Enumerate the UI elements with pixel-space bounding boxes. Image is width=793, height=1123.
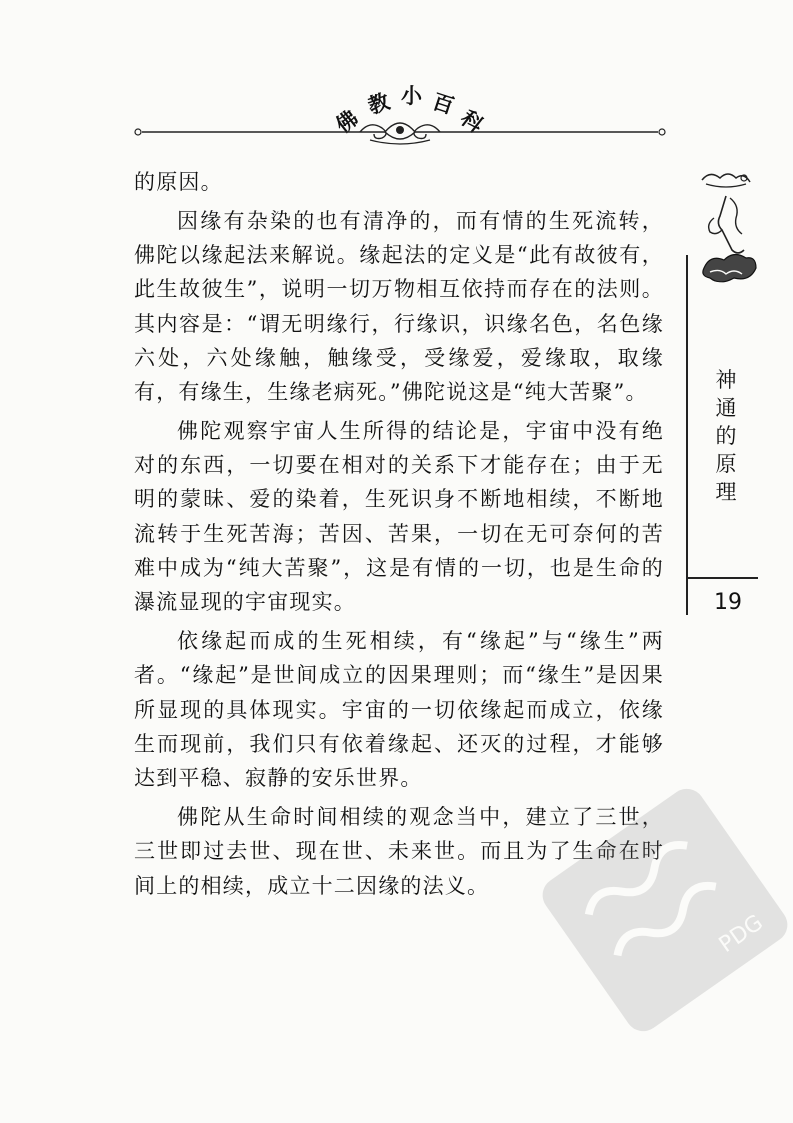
sidebar-vertical-rule bbox=[686, 255, 688, 615]
series-title-char: 佛 bbox=[331, 105, 363, 138]
chapter-title bbox=[710, 366, 742, 506]
paragraph: 依缘起而成的生死相续，有“缘起”与“缘生”两者。“缘起”是世间成立的因果理则；而“缘生”是因果所显现的具体现实。宇宙的一切依缘起而成立，依缘生而现前，我们只有依着缘起、还灭的过程，才能够达到平稳、寂静的安乐世界。 bbox=[134, 629, 664, 791]
chapter-title-char: 通 bbox=[715, 396, 737, 420]
header-ornament-rule bbox=[130, 118, 670, 148]
series-title-char: 科 bbox=[456, 105, 488, 138]
series-title-char: 小 bbox=[401, 84, 422, 108]
series-title-char: 百 bbox=[429, 89, 457, 119]
series-title-char: 教 bbox=[365, 89, 393, 119]
paragraph: 因缘有杂染的也有清净的，而有情的生死流转，佛陀以缘起法来解说。缘起法的定义是“此有故彼有，此生故彼生”，说明一切万物相互依持而存在的法则。其内容是：“谓无明缘行，行缘识，识缘名色，名色缘六处，六处缘触，触缘受，受缘爱，爱缘取，取缘有，有缘生，生缘老病死。”佛陀说这是“纯大苦聚”。 bbox=[134, 208, 664, 405]
lotus-hand-ornament bbox=[696, 168, 758, 298]
chapter-title-char: 神 bbox=[715, 368, 737, 392]
library-watermark-stamp bbox=[540, 760, 790, 1060]
sidebar-horizontal-rule bbox=[686, 577, 758, 579]
page-number: 19 bbox=[714, 590, 742, 615]
chapter-title-char: 原 bbox=[715, 452, 737, 476]
paragraph: 佛陀从生命时间相续的观念当中，建立了三世，三世即过去世、现在世、未来世。而且为了生命在时间上的相续，成立十二因缘的法义。 bbox=[134, 804, 664, 898]
watermark-text: PDG bbox=[714, 910, 768, 958]
chapter-title-char: 的 bbox=[715, 424, 737, 448]
paragraph: 的原因。 bbox=[134, 170, 223, 194]
paragraph: 佛陀观察宇宙人生所得的结论是，宇宙中没有绝对的东西，一切要在相对的关系下才能存在；由于无明的蒙昧、爱的染着，生死识身不断地相续，不断地流转于生死苦海；苦因、苦果，一切在无可奈何的苦难中成为“纯大苦聚”，这是有情的一切，也是生命的瀑流显现的宇宙现实。 bbox=[134, 418, 664, 615]
chapter-title-char: 理 bbox=[715, 480, 737, 504]
